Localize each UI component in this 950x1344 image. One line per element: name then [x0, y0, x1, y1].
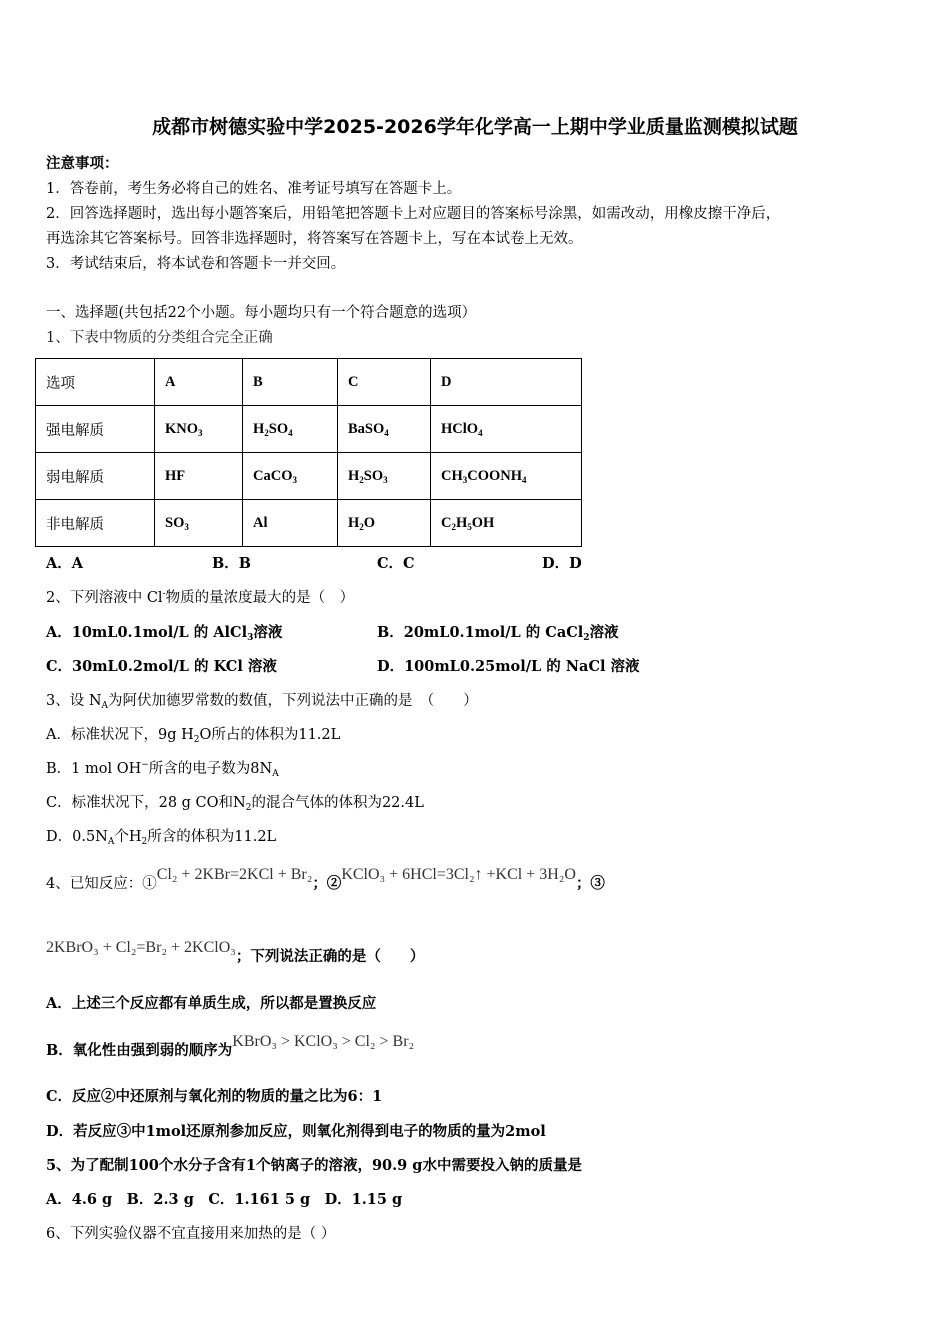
table-cell: B	[243, 359, 338, 406]
table-cell: HClO$_4$	[431, 406, 582, 453]
notice-item: 1．答卷前，考生务必将自己的姓名、准考证号填写在答题卡上。	[46, 181, 462, 197]
question-4-stem: 4、已知反应：①Cl₂ + 2KBr=2KCl + Br₂；②KClO₃ + 6HCl=3Cl₂↑ +KCl + 3H₂O；③	[46, 866, 605, 892]
reaction-equation-2: KClO₃ + 6HCl=3Cl₂↑ +KCl + 3H₂O	[341, 866, 576, 883]
table-cell: $KNO_3$	[155, 406, 243, 453]
option-d: D．若反应③中1mol还原剂参加反应，则氧化剂得到电子的物质的量为2mol	[46, 1123, 546, 1140]
table-cell: D	[431, 359, 582, 406]
classification-table	[35, 358, 582, 547]
table-cell: $C_2H_5OH$	[431, 500, 582, 547]
table-cell: CaCO$_3$	[243, 453, 338, 500]
table-cell: BaSO$_4$	[338, 406, 431, 453]
question-2-stem: 2、下列溶液中 Cl-物质的量浓度最大的是（ ）	[46, 589, 355, 606]
table-row	[36, 406, 582, 453]
table-cell: Al	[243, 500, 338, 547]
option-a: A．A	[46, 555, 84, 572]
option-b: B．B	[212, 555, 252, 572]
option-d: D．$0.5N_A$个$H_2$所含的体积为11.2L	[46, 829, 277, 847]
option-d: D．D	[542, 555, 582, 572]
option-b: B．1 mol OH−所含的电子数为$8N_A$	[46, 760, 279, 779]
table-row	[36, 359, 582, 406]
question-5-stem: 5、为了配制100个水分子含有1个钠离子的溶液，90.9 g水中需要投入钠的质量是	[46, 1157, 582, 1174]
option-c: C．标准状况下，28 g CO和$N_2$的混合气体的体积为22.4L	[46, 795, 424, 813]
table-cell: 强电解质	[36, 406, 155, 453]
table-cell: 弱电解质	[36, 453, 155, 500]
table-cell: C	[338, 359, 431, 406]
option-b: B．氧化性由强到弱的顺序为KBrO₃ > KClO₃ > Cl₂ > Br₂	[46, 1033, 415, 1059]
table-cell: $CH_3COONH_4$	[431, 453, 582, 500]
notice-item: 再选涂其它答案标号。回答非选择题时，将答案写在答题卡上，写在本试卷上无效。	[46, 231, 583, 247]
question-4-stem-cont: 2KBrO₃ + Cl₂=Br₂ + 2KClO₃；下列说法正确的是（ ）	[46, 939, 425, 965]
question-6-stem: 6、下列实验仪器不宜直接用来加热的是（ ）	[46, 1226, 336, 1242]
option-b: B．20mL0.1mol/L 的 CaCl$_2$溶液	[377, 624, 619, 643]
table-cell: 选项	[36, 359, 155, 406]
question-3-stem: 3、设 $N_A$为阿伏加德罗常数的数值，下列说法中正确的是 （ ）	[46, 693, 478, 711]
table-cell: A	[155, 359, 243, 406]
notice-item: 2．回答选择题时，选出每小题答案后，用铅笔把答题卡上对应题目的答案标号涂黑，如需改动，用橡皮擦干净后，	[46, 206, 781, 222]
option-c: C．30mL0.2mol/L 的 KCl 溶液	[46, 658, 277, 675]
option-c: C．C	[377, 555, 415, 572]
question-5-options: A．4.6 g B．2.3 g C．1.161 5 g D．1.15 g	[46, 1191, 403, 1208]
option-d: D．100mL0.25mol/L 的 NaCl 溶液	[377, 658, 640, 675]
option-a: A．标准状况下，9g $H_2O$所占的体积为11.2L	[46, 727, 341, 745]
option-a: A．10mL0.1mol/L 的 AlCl$_3$溶液	[46, 624, 283, 643]
option-a: A．上述三个反应都有单质生成，所以都是置换反应	[46, 995, 377, 1012]
page-title: 成都市树德实验中学2025-2026学年化学高一上期中学业质量监测模拟试题	[152, 116, 798, 138]
reaction-equation-3: 2KBrO₃ + Cl₂=Br₂ + 2KClO₃	[46, 939, 236, 956]
notice-heading: 注意事项：	[46, 155, 119, 172]
question-1-stem: 1、下表中物质的分类组合完全正确	[46, 330, 273, 346]
reaction-equation-1: Cl₂ + 2KBr=2KCl + Br₂	[156, 866, 313, 883]
table-cell: HF	[155, 453, 243, 500]
section-heading: 一、选择题(共包括22个小题。每小题均只有一个符合题意的选项）	[46, 305, 477, 321]
table-cell: $SO_3$	[155, 500, 243, 547]
oxidizing-order-formula: KBrO₃ > KClO₃ > Cl₂ > Br₂	[232, 1033, 415, 1050]
option-c: C．反应②中还原剂与氧化剂的物质的量之比为6：1	[46, 1088, 383, 1105]
table-row	[36, 453, 582, 500]
table-cell: $H_2O$	[338, 500, 431, 547]
table-row	[36, 500, 582, 547]
table-cell: $H_2SO_4$	[243, 406, 338, 453]
table-cell: $H_2SO_3$	[338, 453, 431, 500]
notice-item: 3．考试结束后，将本试卷和答题卡一并交回。	[46, 256, 346, 272]
table-cell: 非电解质	[36, 500, 155, 547]
